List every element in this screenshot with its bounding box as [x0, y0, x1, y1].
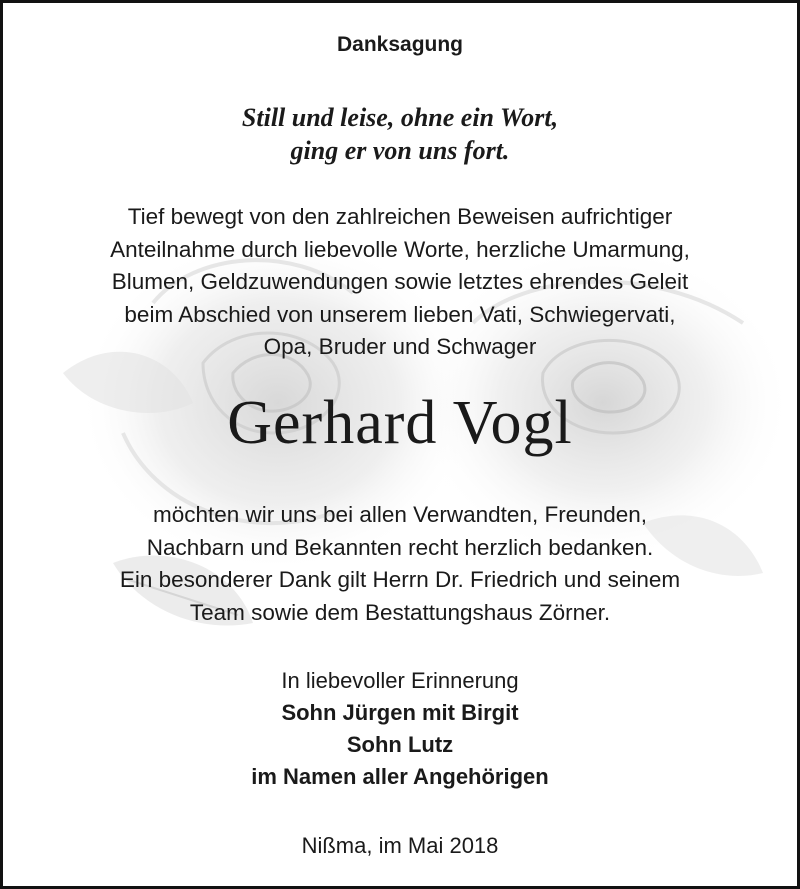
gratitude-paragraph-1: [3, 201, 797, 364]
verse: [3, 101, 797, 167]
gratitude-paragraph-2: [3, 499, 797, 629]
paragraph-line: Ein besonderer Dank gilt Herrn Dr. Friedrich und seinem: [119, 567, 681, 592]
paragraph-line: Nachbarn und Bekannten recht herzlich bedanken.: [146, 534, 654, 560]
place-date: Nißma, im Mai 2018: [301, 833, 499, 858]
paragraph-line: Anteilnahme durch liebevolle Worte, herzliche Umarmung,: [110, 236, 690, 262]
paragraph-line: Blumen, Geldzuwendungen sowie letztes ehrendes Geleit: [111, 269, 689, 294]
verse-line: Still und leise, ohne ein Wort,: [241, 103, 559, 132]
closing-block: [3, 665, 797, 793]
closing-intro: In liebevoller Erinnerung: [281, 668, 519, 693]
paragraph-line: möchten wir uns bei allen Verwandten, Freunden,: [152, 502, 648, 527]
signatory: Sohn Jürgen mit Birgit: [281, 700, 519, 725]
heading: Danksagung: [336, 33, 464, 56]
signatory: im Namen aller Angehörigen: [251, 764, 549, 789]
paragraph-line: Tief bewegt von den zahlreichen Beweisen aufrichtiger: [127, 204, 673, 229]
deceased-name: Gerhard Vogl: [227, 389, 573, 457]
paragraph-line: Opa, Bruder und Schwager: [263, 334, 537, 359]
paragraph-line: beim Abschied von unserem lieben Vati, Schwiegervati,: [124, 301, 676, 327]
signatory: Sohn Lutz: [346, 732, 454, 757]
verse-line: ging er von uns fort.: [290, 136, 510, 165]
paragraph-line: Team sowie dem Bestattungshaus Zörner.: [189, 599, 611, 625]
